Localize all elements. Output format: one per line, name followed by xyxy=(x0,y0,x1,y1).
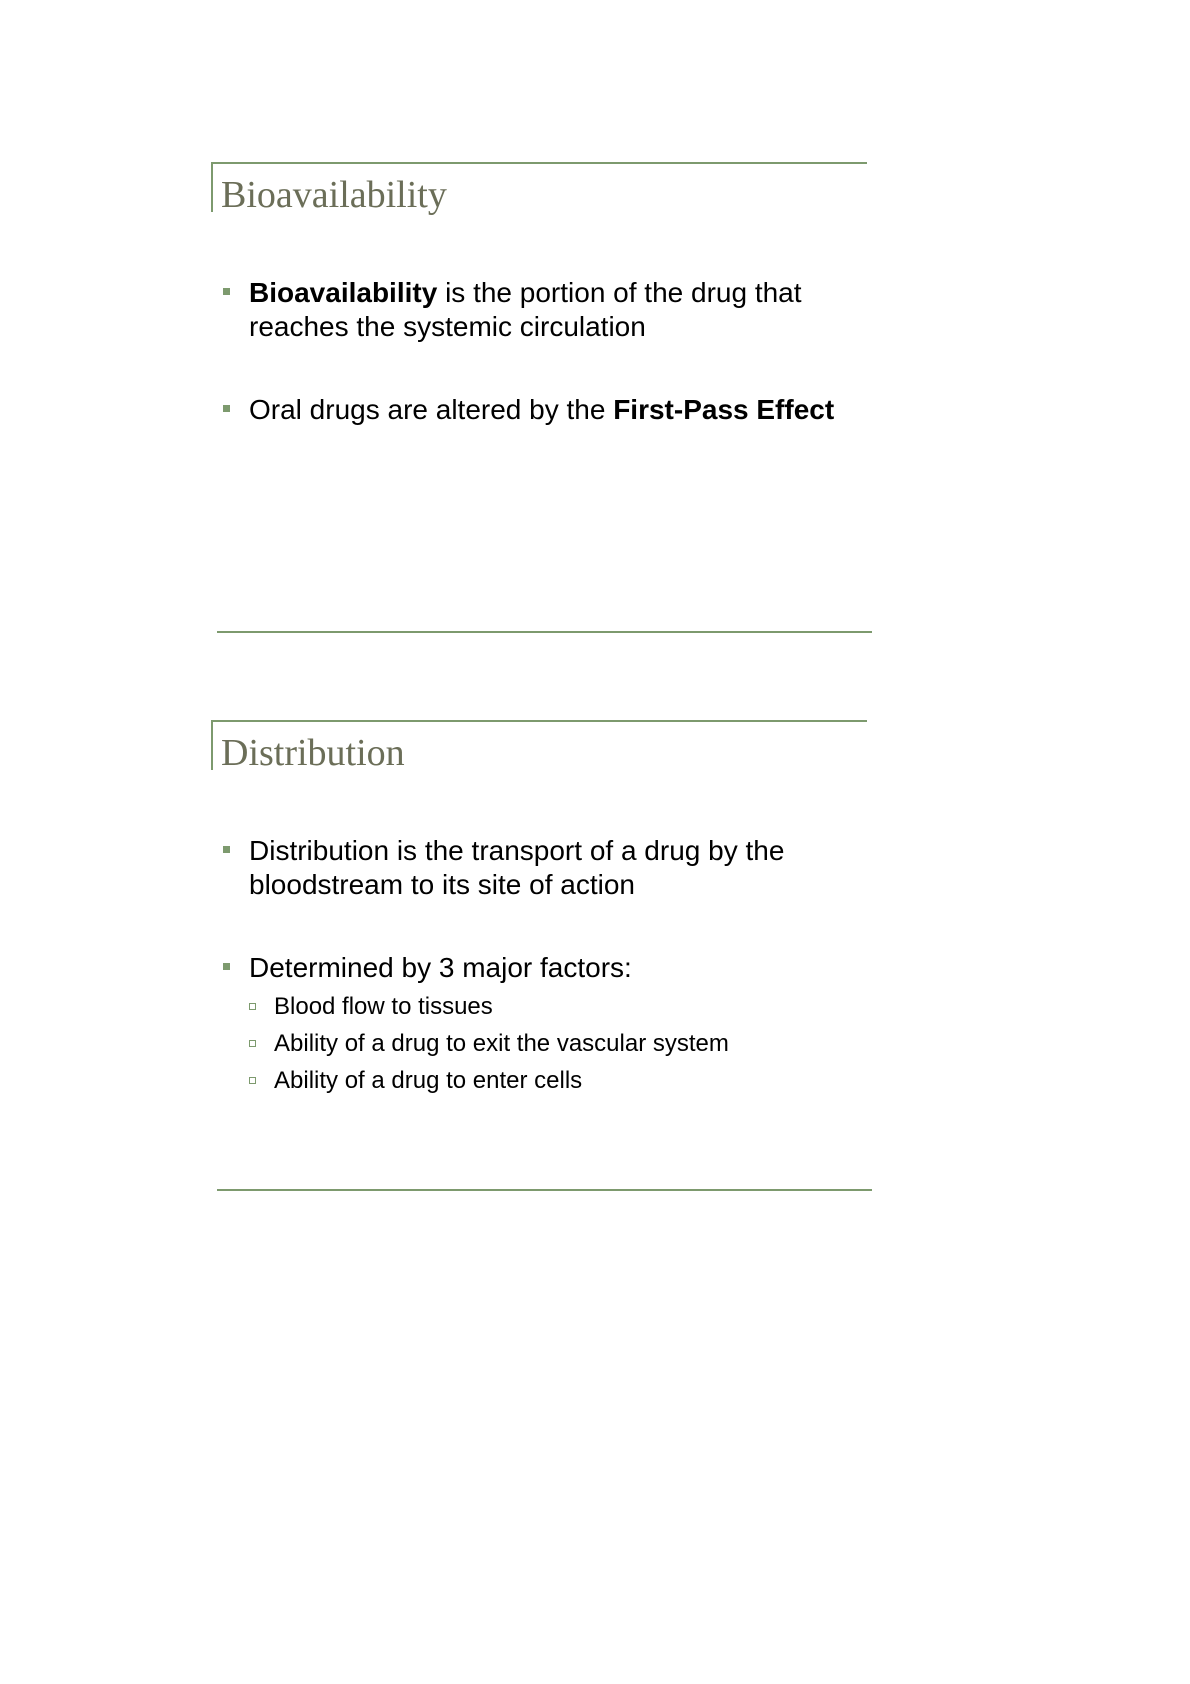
bullet-body: is the portion of the drug that reaches the systemic circulation xyxy=(249,277,802,342)
hollow-square-icon xyxy=(249,1040,256,1047)
hollow-square-icon xyxy=(249,1077,256,1084)
sub-bullet-text: Ability of a drug to enter cells xyxy=(274,1067,583,1094)
bullet-body: Oral drugs are altered by the xyxy=(249,394,614,425)
bullet-square-icon xyxy=(223,846,230,853)
bullet-text: Determined by 3 major factors: xyxy=(249,952,632,983)
hollow-square-icon xyxy=(249,1003,256,1010)
slide-title: Bioavailability xyxy=(221,174,447,216)
slide-title: Distribution xyxy=(221,732,405,774)
bullet-text: Distribution is the transport of a drug by the bloodstream to its site of action xyxy=(249,835,785,900)
sub-bullet-item xyxy=(0,993,1190,1023)
sub-bullet-text: Blood flow to tissues xyxy=(274,993,493,1020)
sub-bullet-item xyxy=(0,1067,1190,1097)
slide-bottom-rule xyxy=(217,1189,872,1191)
sub-bullet-text: Ability of a drug to exit the vascular system xyxy=(274,1030,729,1057)
sub-bullet-item xyxy=(0,1030,1190,1060)
bold-term: Bioavailability xyxy=(249,277,438,308)
bold-term: First-Pass Effect xyxy=(613,394,835,425)
bullet-square-icon xyxy=(223,963,230,970)
